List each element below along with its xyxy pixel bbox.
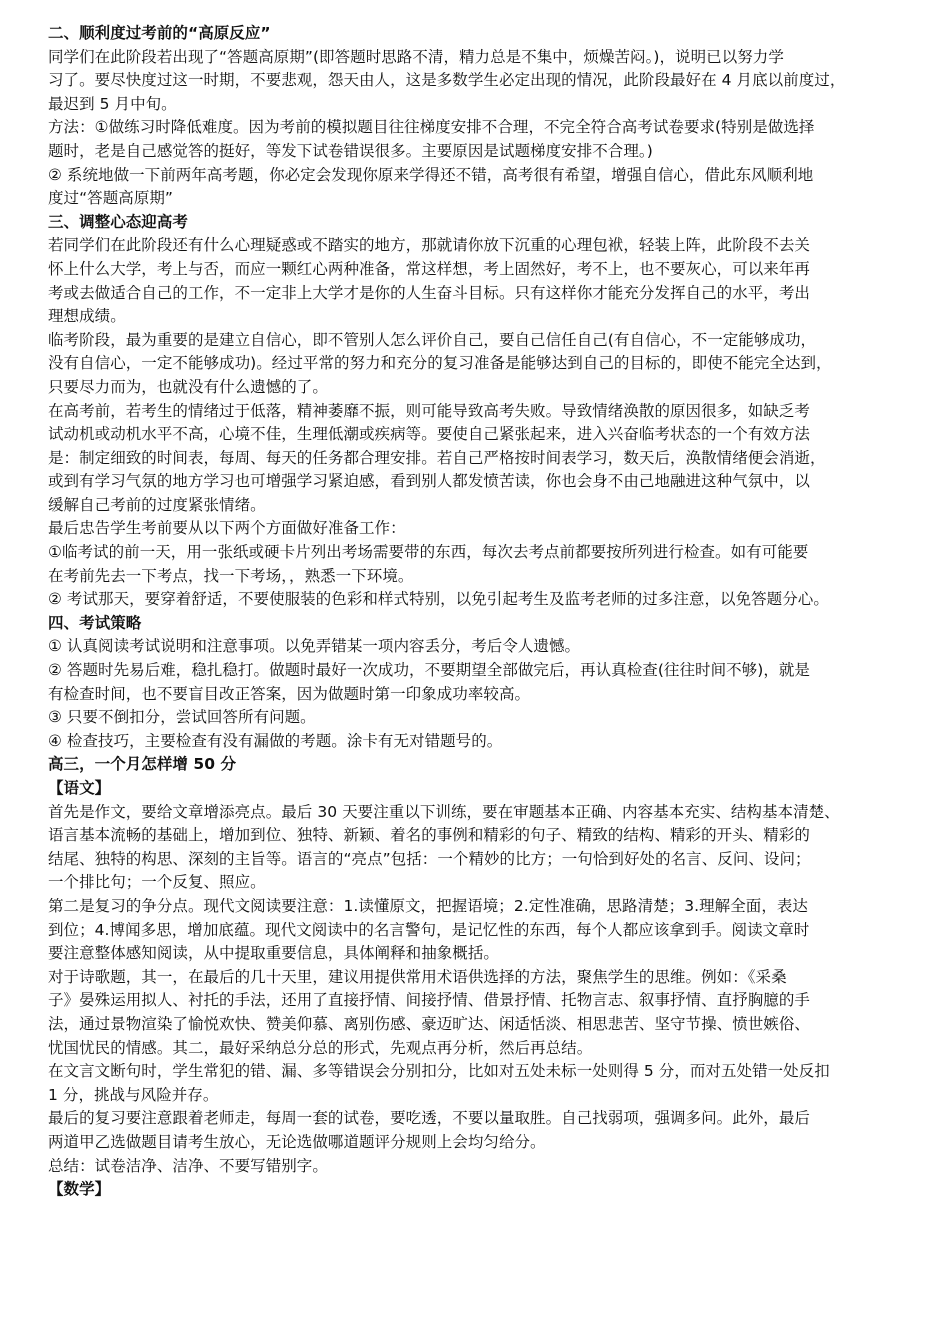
document-page [48,22,904,1202]
text-line: 忧国忧民的情感。其二，最好采纳总分总的形式，先观点再分析，然后再总结。 [48,1038,593,1057]
text-line: 两道甲乙选做题目请考生放心，无论选做哪道题评分规则上会均匀给分。 [48,1132,546,1151]
text-line: 题时，老是自己感觉答的挺好，等发下试卷错误很多。主要原因是试题梯度安排不合理。) [48,141,653,160]
text-line: ② 考试那天，要穿着舒适，不要使服装的色彩和样式特别，以免引起考生及监考老师的过多注意，以免答题分心。 [48,590,829,609]
text-line: 或到有学习气氛的地方学习也可增强学习紧迫感，看到别人都发愤苦读，你也会身不由己地融进这种气氛中，以 [48,472,810,491]
text-line: 怀上什么大学，考上与否，而应一颗红心两种准备，常这样想，考上固然好，考不上，也不要灰心，可以来年再 [48,259,810,278]
text-line: 结尾、独特的构思、深刻的主旨等。语言的“亮点”包括：一个精妙的比方；一句恰到好处的名言、反问、设问； [48,849,811,868]
text-line: 1 分，挑战与风险并存。 [48,1085,219,1104]
text-line: 最后的复习要注意跟着老师走，每周一套的试卷，要吃透，不要以量取胜。自己找弱项，强调多问。此外，最后 [48,1109,810,1128]
text-line: 第二是复习的争分点。现代文阅读要注意：1.读懂原文，把握语境；2.定性准确，思路清楚；3.理解全面，表达 [48,896,808,915]
text-line: 到位；4.博闻多思，增加底蕴。现代文阅读中的名言警句，是记忆性的东西，每个人都应该拿到手。阅读文章时 [48,920,810,939]
text-line: 是：制定细致的时间表，每周、每天的任务都合理安排。若自己严格按时间表学习，数天后，涣散情绪便会消逝， [48,448,826,467]
text-line: 在考前先去一下考点，找一下考场，，熟悉一下环境。 [48,566,414,585]
section-heading: 二、顺利度过考前的“高原反应” [48,24,271,42]
text-line: 方法：①做练习时降低难度。因为考前的模拟题目往往梯度安排不合理，不完全符合高考试卷要求(特别是做选择 [48,118,815,137]
text-line: 理想成绩。 [48,307,126,326]
section-heading: 三、调整心态迎高考 [48,212,188,231]
text-line: 习了。要尽快度过这一时期，不要悲观，怨天由人，这是多数学生必定出现的情况，此阶段最好在 4 月底以前度过， [48,71,846,90]
section-heading: 高三，一个月怎样增 50 分 [48,755,237,774]
text-line: ② 答题时先易后难，稳扎稳打。做题时最好一次成功，不要期望全部做完后，再认真检查(往往时间不够)，就是 [48,661,810,680]
text-line: 临考阶段，最为重要的是建立自信心，即不管别人怎么评价自己，要自己信任自己(有自信心，不一定能够成功， [48,330,817,349]
text-line: 对于诗歌题，其一，在最后的几十天里，建议用提供常用术语供选择的方法，聚焦学生的思维。例如：《采桑 [48,967,787,986]
text-line: 度过“答题高原期” [48,189,174,208]
text-line: 没有自信心，一定不能够成功)。经过平常的努力和充分的复习准备是能够达到自己的目标的，即使不能完全达到， [48,354,832,373]
text-line: 同学们在此阶段若出现了“答题高原期”(即答题时思路不清，精力总是不集中，烦燥苦闷。)，说明已以努力学 [48,47,784,66]
text-line: 总结：试卷洁净、洁净、不要写错别字。 [48,1156,328,1175]
text-line: 最迟到 5 月中旬。 [48,94,177,113]
section-heading: 【语文】 [48,779,111,797]
section-heading: 【数学】 [48,1180,111,1199]
text-line: 缓解自己考前的过度紧张情绪。 [48,495,266,514]
text-line: ④ 检查技巧，主要检查有没有漏做的考题。涂卡有无对错题号的。 [48,731,503,750]
section-heading: 四、考试策略 [48,613,142,632]
text-line: 有检查时间，也不要盲目改正答案，因为做题时第一印象成功率较高。 [48,684,531,703]
text-line: 若同学们在此阶段还有什么心理疑惑或不踏实的地方，那就请你放下沉重的心理包袱，轻装上阵，此阶段不去关 [48,236,810,255]
text-line: ① 认真阅读考试说明和注意事项。以免弄错某一项内容丢分，考后令人遗憾。 [48,637,581,656]
text-line: 首先是作文，要给文章增添亮点。最后 30 天要注重以下训练，要在审题基本正确、内容基本充实、结构基本清楚、 [48,802,840,821]
text-line: ② 系统地做一下前两年高考题，你必定会发现你原来学得还不错，高考很有希望，增强自信心，借此东风顺利地 [48,165,814,184]
text-line: 一个排比句；一个反复、照应。 [48,873,266,892]
text-line: 在文言文断句时，学生常犯的错、漏、多等错误会分别扣分，比如对五处未标一处则得 5 分，而对五处错一处反扣 [48,1062,830,1081]
text-line: 要注意整体感知阅读，从中提取重要信息，具体阐释和抽象概括。 [48,944,499,963]
text-line: 最后忠告学生考前要从以下两个方面做好准备工作： [48,519,406,538]
text-line: 在高考前，若考生的情绪过于低落，精神萎靡不振，则可能导致高考失败。导致情绪涣散的原因很多，如缺乏考 [48,401,810,420]
text-line: 法，通过景物渲染了愉悦欢快、赞美仰慕、离别伤感、豪迈旷达、闲适恬淡、相思悲苦、坚守节操、愤世嫉俗、 [48,1014,810,1033]
text-line: 试动机或动机水平不高，心境不佳，生理低潮或疾病等。要使自己紧张起来，进入兴奋临考状态的一个有效方法 [48,425,810,444]
text-line: 考或去做适合自己的工作，不一定非上大学才是你的人生奋斗目标。只有这样你才能充分发挥自己的水平，考出 [48,283,810,302]
text-line: 语言基本流畅的基础上，增加到位、独特、新颖、着名的事例和精彩的句子、精致的结构、精彩的开头、精彩的 [48,826,810,845]
text-line: 子》晏殊运用拟人、衬托的手法，还用了直接抒情、间接抒情、借景抒情、托物言志、叙事抒情、直抒胸臆的手 [48,991,810,1010]
text-line: ③ 只要不倒扣分，尝试回答所有问题。 [48,708,316,727]
text-line: ①临考试的前一天，用一张纸或硬卡片列出考场需要带的东西，每次去考点前都要按所列进行检查。如有可能要 [48,543,809,562]
text-line: 只要尽力而为，也就没有什么遗憾的了。 [48,377,328,396]
